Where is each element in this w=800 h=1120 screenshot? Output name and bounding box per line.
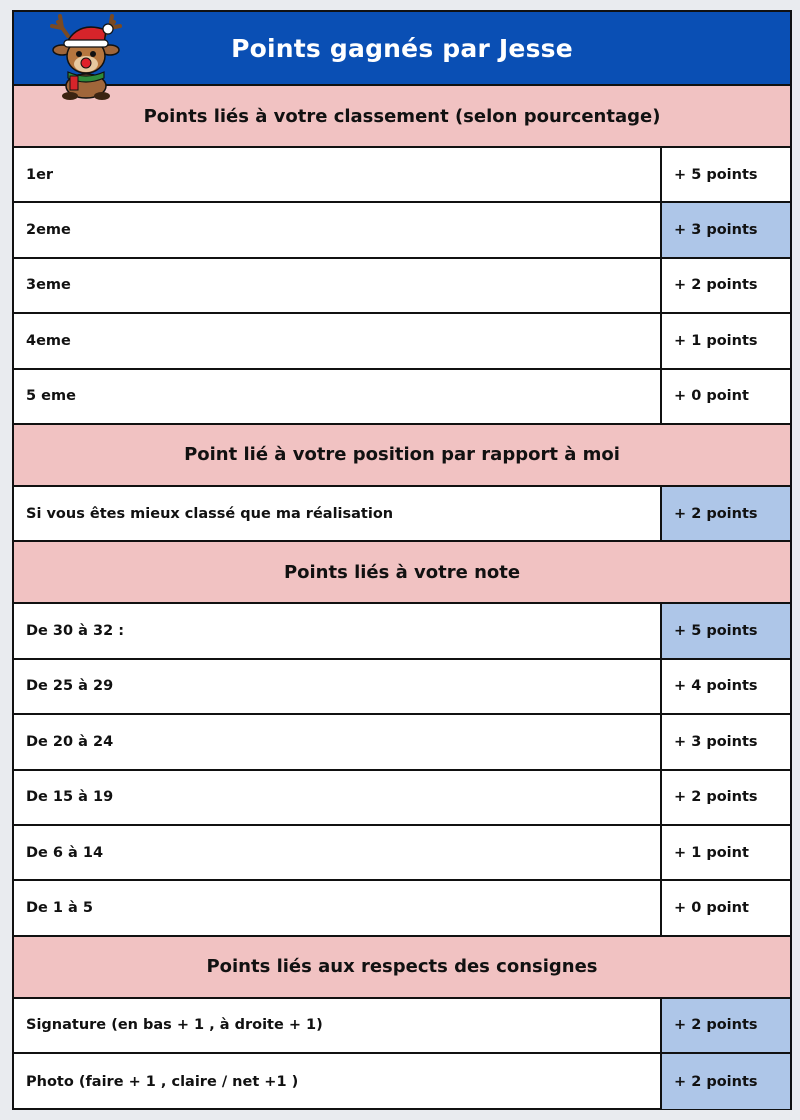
- table-row: [14, 370, 790, 425]
- row-label: De 30 à 32 :: [14, 604, 662, 657]
- row-label: 2eme: [14, 203, 662, 256]
- row-points-highlighted: + 2 points: [662, 999, 790, 1052]
- row-label: 4eme: [14, 314, 662, 367]
- section-heading-consignes: Points liés aux respects des consignes: [14, 937, 790, 999]
- row-label: Si vous êtes mieux classé que ma réalisation: [14, 487, 662, 540]
- section-heading-note: Points liés à votre note: [14, 542, 790, 604]
- row-points: + 0 point: [674, 388, 749, 405]
- row-label: 1er: [14, 148, 662, 201]
- table-row: [14, 660, 790, 715]
- row-label: De 20 à 24: [14, 715, 662, 768]
- row-points: + 3 points: [674, 733, 758, 750]
- row-points: + 1 point: [674, 844, 749, 861]
- row-points-highlighted: + 3 points: [662, 203, 790, 256]
- table-row: [14, 148, 790, 203]
- table-row: [14, 1054, 790, 1109]
- table-row: [14, 999, 790, 1054]
- row-points: + 5 points: [674, 166, 758, 183]
- table-row: [14, 203, 790, 258]
- row-label: 5 eme: [14, 370, 662, 423]
- table-row: [14, 259, 790, 314]
- row-label: De 6 à 14: [14, 826, 662, 879]
- table-row: [14, 771, 790, 826]
- table-row: [14, 881, 790, 936]
- row-label: De 25 à 29: [14, 660, 662, 713]
- row-points-highlighted: + 5 points: [662, 604, 790, 657]
- row-points-highlighted: + 2 points: [662, 1054, 790, 1109]
- reindeer-icon: [48, 14, 124, 100]
- row-points: + 4 points: [674, 678, 758, 695]
- row-points: + 2 points: [674, 789, 758, 806]
- row-points: + 1 points: [674, 332, 758, 349]
- title-bar: [14, 12, 790, 86]
- row-label: 3eme: [14, 259, 662, 312]
- table-row: [14, 314, 790, 369]
- table-row: [14, 604, 790, 659]
- row-label: De 15 à 19: [14, 771, 662, 824]
- points-sheet: [12, 10, 792, 1110]
- row-label: De 1 à 5: [14, 881, 662, 934]
- row-label: Signature (en bas + 1 , à droite + 1): [14, 999, 662, 1052]
- row-points-highlighted: + 2 points: [662, 487, 790, 540]
- row-label: Photo (faire + 1 , claire / net +1 ): [14, 1054, 662, 1109]
- row-points: + 0 point: [674, 899, 749, 916]
- table-row: [14, 715, 790, 770]
- section-heading-classement: Points liés à votre classement (selon pourcentage): [14, 86, 790, 148]
- table-row: [14, 487, 790, 542]
- section-heading-position: Point lié à votre position par rapport à moi: [14, 425, 790, 487]
- table-row: [14, 826, 790, 881]
- row-points: + 2 points: [674, 277, 758, 294]
- page-title: Points gagnés par Jesse: [231, 33, 573, 63]
